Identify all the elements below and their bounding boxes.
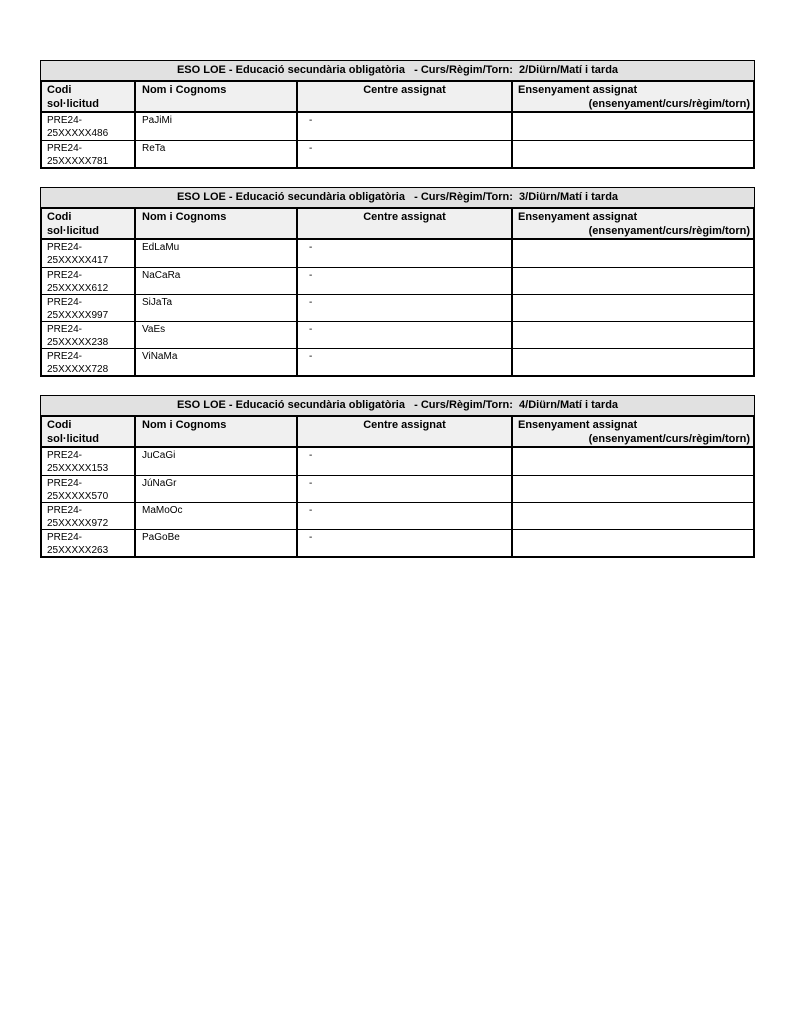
cell-ensenyament [513, 503, 753, 529]
cell-centre: - [298, 240, 513, 267]
codi-line1: PRE24- [47, 505, 83, 516]
codi-line1: PRE24- [47, 478, 83, 489]
cell-codi [42, 268, 136, 294]
cell-codi [42, 476, 136, 502]
column-header-centre: Centre assignat [298, 82, 513, 111]
cell-nom: SiJaTa [136, 295, 298, 321]
table-section-curs2 [40, 60, 755, 169]
cell-ensenyament [513, 268, 753, 294]
column-header-codi [42, 417, 136, 446]
cell-nom: ReTa [136, 141, 298, 167]
codi-line2: 25XXXXX486 [47, 128, 109, 139]
table-row [42, 448, 753, 475]
column-header-centre: Centre assignat [298, 209, 513, 238]
column-header-ensenyament [513, 209, 753, 238]
column-header-ensenyament-line2: (ensenyament/curs/règim/torn) [588, 225, 750, 237]
cell-codi [42, 322, 136, 348]
column-header-nom: Nom i Cognoms [136, 82, 298, 111]
cell-nom: NaCaRa [136, 268, 298, 294]
codi-line1: PRE24- [47, 532, 83, 543]
codi-line2: 25XXXXX728 [47, 364, 109, 375]
codi-line2: 25XXXXX238 [47, 337, 109, 348]
column-header-ensenyament-line2: (ensenyament/curs/règim/torn) [588, 98, 750, 110]
cell-nom: JuCaGi [136, 448, 298, 475]
codi-line1: PRE24- [47, 324, 83, 335]
codi-line2: 25XXXXX263 [47, 545, 109, 556]
cell-nom: PaJiMi [136, 113, 298, 140]
document-page [40, 60, 755, 576]
assignments-table [40, 415, 755, 558]
table-row [42, 113, 753, 140]
column-header-ensenyament-line2: (ensenyament/curs/règim/torn) [588, 433, 750, 445]
cell-codi [42, 530, 136, 556]
cell-codi [42, 295, 136, 321]
table-row [42, 529, 753, 556]
cell-codi [42, 448, 136, 475]
table-title: ESO LOE - Educació secundària obligatòria - Curs/Règim/Torn: 3/Diürn/Matí i tarda [40, 187, 755, 207]
column-header-codi [42, 82, 136, 111]
column-header-codi-line2: sol·licitud [47, 225, 99, 237]
codi-line2: 25XXXXX153 [47, 463, 109, 474]
cell-nom: PaGoBe [136, 530, 298, 556]
column-header-centre: Centre assignat [298, 417, 513, 446]
cell-ensenyament [513, 141, 753, 167]
cell-nom: EdLaMu [136, 240, 298, 267]
cell-codi [42, 349, 136, 375]
cell-nom: VaEs [136, 322, 298, 348]
table-title: ESO LOE - Educació secundària obligatòria - Curs/Règim/Torn: 2/Diürn/Matí i tarda [40, 60, 755, 80]
cell-centre: - [298, 448, 513, 475]
column-header-codi-line2: sol·licitud [47, 433, 99, 445]
table-row [42, 140, 753, 167]
column-header-codi-line1: Codi [47, 84, 72, 96]
cell-centre: - [298, 141, 513, 167]
cell-centre: - [298, 530, 513, 556]
cell-codi [42, 240, 136, 267]
column-header-codi-line1: Codi [47, 419, 72, 431]
column-header-nom: Nom i Cognoms [136, 209, 298, 238]
codi-line2: 25XXXXX972 [47, 518, 109, 529]
column-header-codi [42, 209, 136, 238]
cell-ensenyament [513, 349, 753, 375]
cell-centre: - [298, 295, 513, 321]
column-header-codi-line1: Codi [47, 211, 72, 223]
cell-nom: MaMoOc [136, 503, 298, 529]
cell-centre: - [298, 268, 513, 294]
column-header-nom: Nom i Cognoms [136, 417, 298, 446]
assignments-table [40, 80, 755, 169]
codi-line2: 25XXXXX570 [47, 491, 109, 502]
column-header-ensenyament [513, 82, 753, 111]
cell-codi [42, 141, 136, 167]
codi-line1: PRE24- [47, 270, 83, 281]
codi-line1: PRE24- [47, 297, 83, 308]
cell-centre: - [298, 349, 513, 375]
codi-line2: 25XXXXX612 [47, 283, 109, 294]
column-header-ensenyament-line1: Ensenyament assignat [518, 211, 638, 223]
table-header-row [42, 82, 753, 113]
cell-ensenyament [513, 476, 753, 502]
cell-ensenyament [513, 322, 753, 348]
cell-ensenyament [513, 448, 753, 475]
table-header-row [42, 209, 753, 240]
table-row [42, 502, 753, 529]
table-title: ESO LOE - Educació secundària obligatòria - Curs/Règim/Torn: 4/Diürn/Matí i tarda [40, 395, 755, 415]
codi-line2: 25XXXXX417 [47, 255, 109, 266]
cell-ensenyament [513, 113, 753, 140]
codi-line1: PRE24- [47, 351, 83, 362]
cell-centre: - [298, 322, 513, 348]
codi-line1: PRE24- [47, 450, 83, 461]
cell-ensenyament [513, 240, 753, 267]
table-section-curs4 [40, 395, 755, 558]
column-header-codi-line2: sol·licitud [47, 98, 99, 110]
cell-codi [42, 113, 136, 140]
cell-nom: ViNaMa [136, 349, 298, 375]
table-header-row [42, 417, 753, 448]
cell-codi [42, 503, 136, 529]
cell-nom: JúNaGr [136, 476, 298, 502]
column-header-ensenyament [513, 417, 753, 446]
table-row [42, 240, 753, 267]
table-row [42, 294, 753, 321]
codi-line2: 25XXXXX781 [47, 156, 109, 167]
table-row [42, 475, 753, 502]
cell-ensenyament [513, 530, 753, 556]
cell-centre: - [298, 476, 513, 502]
codi-line1: PRE24- [47, 242, 83, 253]
codi-line1: PRE24- [47, 115, 83, 126]
cell-centre: - [298, 113, 513, 140]
assignments-table [40, 207, 755, 377]
codi-line1: PRE24- [47, 143, 83, 154]
cell-ensenyament [513, 295, 753, 321]
table-row [42, 348, 753, 375]
table-row [42, 267, 753, 294]
table-section-curs3 [40, 187, 755, 377]
column-header-ensenyament-line1: Ensenyament assignat [518, 419, 638, 431]
table-row [42, 321, 753, 348]
codi-line2: 25XXXXX997 [47, 310, 109, 321]
column-header-ensenyament-line1: Ensenyament assignat [518, 84, 638, 96]
cell-centre: - [298, 503, 513, 529]
